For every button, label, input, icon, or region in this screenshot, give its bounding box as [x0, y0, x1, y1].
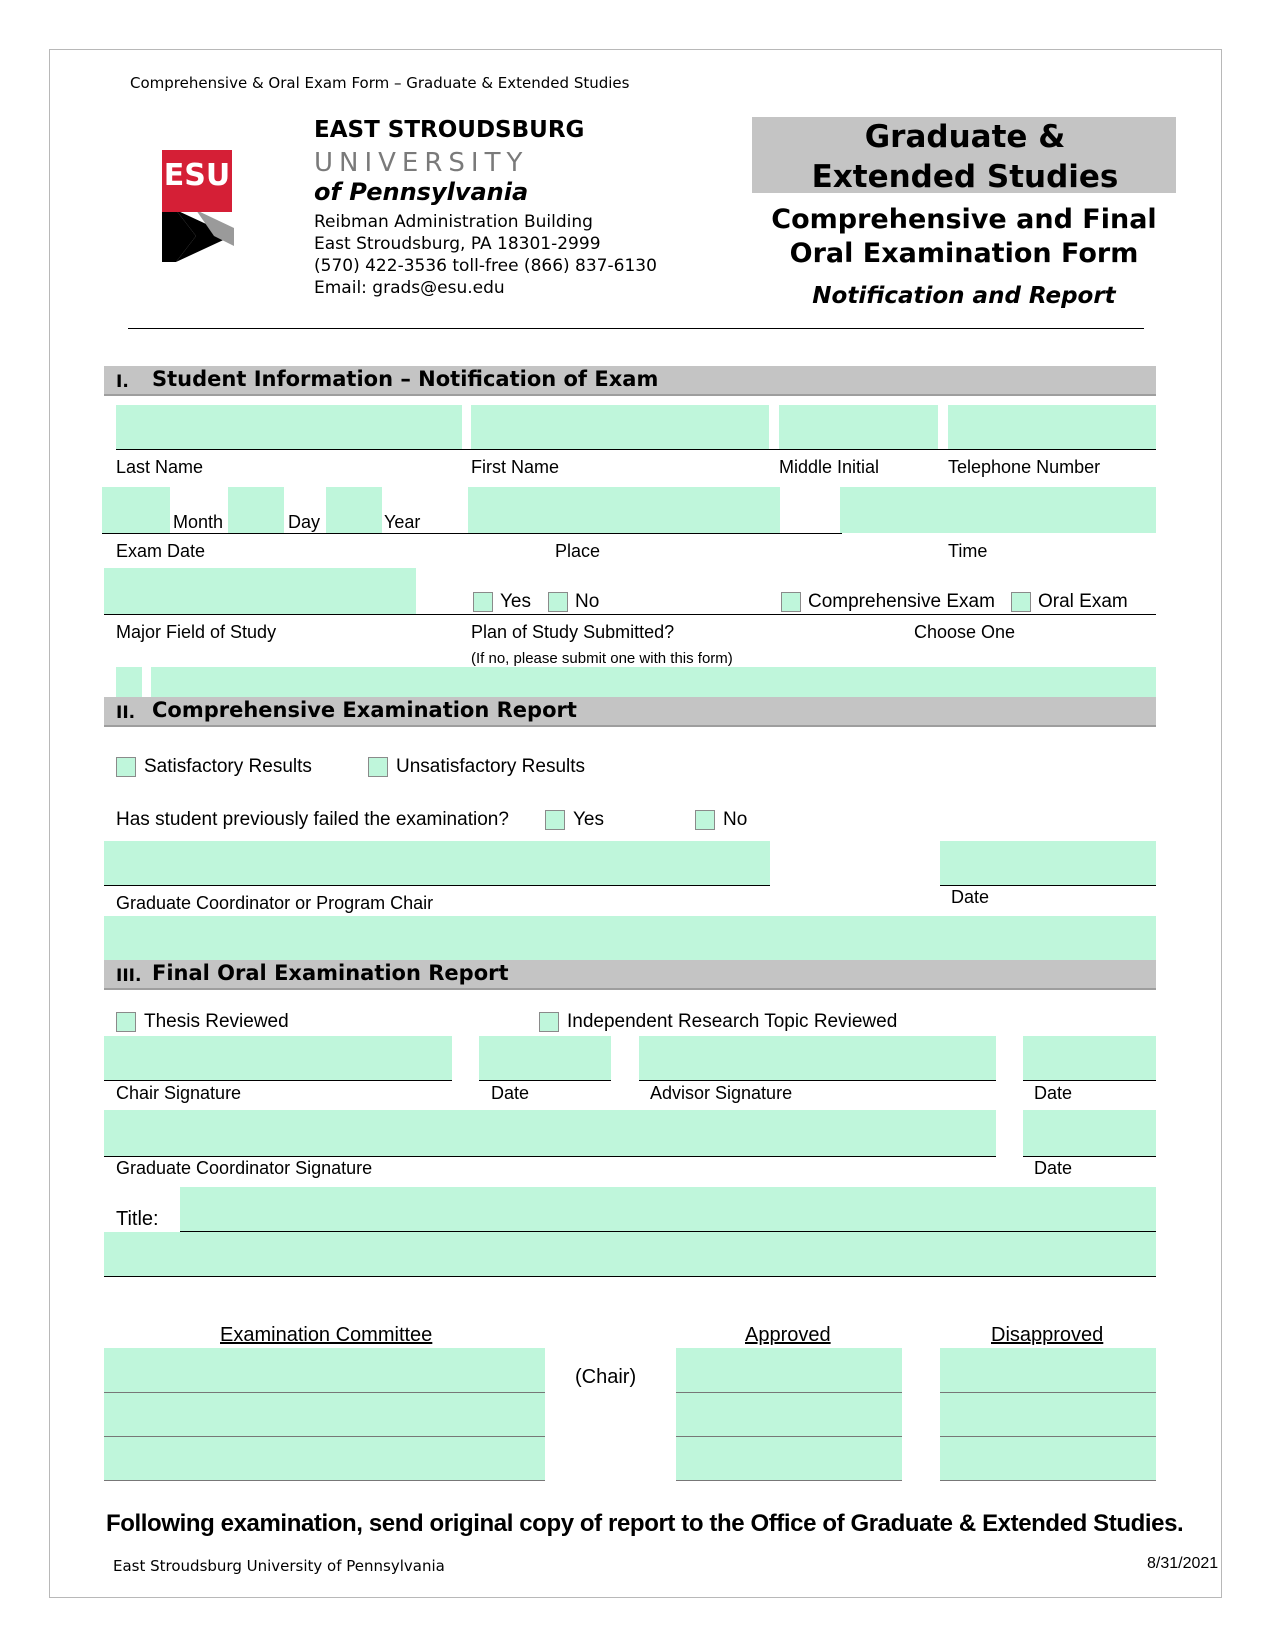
first-name-label: First Name [471, 457, 560, 477]
major-label: Major Field of Study [116, 622, 277, 642]
last-name-label: Last Name [116, 457, 204, 477]
approved-1[interactable] [676, 1348, 902, 1392]
middle-initial-field[interactable] [779, 405, 938, 449]
chair-date-line [479, 1080, 611, 1081]
exam-month-field[interactable] [102, 487, 170, 533]
oral-exam-label: Oral Exam [1038, 591, 1128, 612]
footer-instruction: Following examination, send original copy of report to the Office of Graduate & Extended Studies. [106, 1510, 1184, 1537]
logo-chevron-icon [162, 206, 252, 268]
unsatisfactory-label: Unsatisfactory Results [396, 756, 586, 777]
exam-day-field[interactable] [228, 487, 284, 533]
section-2-title: Comprehensive Examination Report [152, 698, 577, 722]
satisfactory-label: Satisfactory Results [144, 756, 312, 777]
chair-date-field[interactable] [479, 1036, 611, 1080]
comprehensive-exam-label: Comprehensive Exam [808, 591, 995, 612]
coordinator-label: Graduate Coordinator or Program Chair [116, 893, 434, 913]
chair-signature-label: Chair Signature [116, 1083, 242, 1103]
form-title-line2: Oral Examination Form [789, 238, 1139, 269]
section-2-bar [104, 697, 1156, 727]
committee-member-1[interactable] [104, 1348, 545, 1392]
title-line2 [104, 1276, 1156, 1277]
university-line1: EAST STROUDSBURG [314, 117, 585, 143]
header-rule [128, 328, 1144, 329]
title-field-line1[interactable] [180, 1187, 1156, 1231]
month-label: Month [173, 512, 224, 532]
major-row-line [104, 614, 1156, 615]
oral-exam-checkbox[interactable] [1011, 592, 1031, 612]
phone-line: (570) 422-3536 toll-free (866) 837-6130 [314, 256, 657, 276]
approved-3[interactable] [676, 1436, 902, 1480]
chair-date-label: Date [491, 1083, 530, 1103]
research-reviewed-checkbox[interactable] [539, 1012, 559, 1032]
coordinator-date-field[interactable] [940, 841, 1156, 885]
comprehensive-exam-checkbox[interactable] [781, 592, 801, 612]
advisor-date-label: Date [1034, 1083, 1073, 1103]
disapproved-header: Disapproved [991, 1324, 1104, 1346]
time-label: Time [948, 541, 988, 561]
failed-yes-checkbox[interactable] [545, 810, 565, 830]
plan-no-label: No [575, 591, 600, 612]
approved-line-1 [676, 1392, 902, 1393]
chair-note: (Chair) [575, 1366, 637, 1388]
plan-yes-label: Yes [500, 591, 531, 612]
approved-line-3 [676, 1480, 902, 1481]
committee-member-2[interactable] [104, 1392, 545, 1436]
section-3-title: Final Oral Examination Report [152, 961, 509, 985]
place-field[interactable] [468, 487, 780, 533]
advisor-date-line [1023, 1080, 1156, 1081]
thesis-reviewed-checkbox[interactable] [116, 1012, 136, 1032]
esu-logo [162, 150, 252, 268]
coordinator-date-label: Date [951, 887, 990, 907]
grad-coordinator-signature-field[interactable] [104, 1110, 996, 1156]
plan-yes-checkbox[interactable] [473, 592, 493, 612]
advisor-signature-label: Advisor Signature [650, 1083, 793, 1103]
failed-no-label: No [723, 809, 748, 830]
university-line3: of Pennsylvania [314, 178, 529, 206]
research-reviewed-label: Independent Research Topic Reviewed [567, 1011, 898, 1032]
section-1-number: I. [116, 372, 129, 392]
footer-date: 8/31/2021 [1147, 1555, 1219, 1572]
email-line: Email: grads@esu.edu [314, 278, 505, 298]
committee-line-3 [104, 1480, 545, 1481]
committee-line-1 [104, 1392, 545, 1393]
coordinator-signature-field[interactable] [104, 841, 770, 885]
disapproved-line-1 [940, 1392, 1156, 1393]
telephone-label: Telephone Number [948, 457, 1101, 477]
place-label: Place [555, 541, 601, 561]
committee-member-3[interactable] [104, 1436, 545, 1480]
telephone-field[interactable] [948, 405, 1156, 449]
grad-coordinator-line [104, 1156, 996, 1157]
exam-year-field[interactable] [326, 487, 382, 533]
disapproved-1[interactable] [940, 1348, 1156, 1392]
logo-text: ESU [163, 158, 231, 193]
coordinator-date-line [940, 885, 1156, 886]
grad-coordinator-label: Graduate Coordinator Signature [116, 1158, 373, 1178]
failed-question: Has student previously failed the examination? [116, 809, 509, 830]
committee-header: Examination Committee [220, 1324, 433, 1346]
last-name-field[interactable] [116, 405, 462, 449]
committee-line-2 [104, 1436, 545, 1437]
major-field[interactable] [104, 568, 416, 614]
grad-coordinator-date-label: Date [1034, 1158, 1073, 1178]
satisfactory-checkbox[interactable] [116, 757, 136, 777]
name-row-line [116, 449, 1156, 450]
middle-initial-label: Middle Initial [779, 457, 880, 477]
time-field[interactable] [840, 487, 1156, 533]
approved-2[interactable] [676, 1392, 902, 1436]
disapproved-2[interactable] [940, 1392, 1156, 1436]
spacer-field-small [116, 667, 142, 697]
section-1-title: Student Information – Notification of Exam [152, 367, 659, 391]
approved-line-2 [676, 1436, 902, 1437]
address-line1: Reibman Administration Building [314, 212, 593, 232]
spacer-field-wide [151, 667, 1156, 697]
chair-signature-line [104, 1080, 452, 1081]
coordinator-line [104, 885, 770, 886]
plan-no-checkbox[interactable] [548, 592, 568, 612]
date-row-line [102, 533, 842, 534]
failed-no-checkbox[interactable] [695, 810, 715, 830]
form-subtitle: Notification and Report [812, 283, 1116, 309]
year-label: Year [384, 512, 421, 532]
thesis-reviewed-label: Thesis Reviewed [144, 1011, 289, 1032]
university-line2: UNIVERSITY [314, 148, 529, 178]
choose-one-label: Choose One [914, 622, 1016, 642]
plan-note-label: (If no, please submit one with this form) [471, 650, 733, 667]
advisor-signature-field[interactable] [639, 1036, 996, 1080]
unsatisfactory-checkbox[interactable] [368, 757, 388, 777]
grad-coordinator-date-field[interactable] [1023, 1110, 1156, 1156]
office-title: Graduate & Extended Studies [811, 119, 1119, 195]
failed-yes-label: Yes [573, 809, 604, 830]
section-2-spacer-field [104, 916, 1156, 960]
disapproved-line-3 [940, 1480, 1156, 1481]
title-label: Title: [116, 1208, 159, 1230]
chair-signature-field[interactable] [104, 1036, 452, 1080]
advisor-date-field[interactable] [1023, 1036, 1156, 1080]
footer-university: East Stroudsburg University of Pennsylvania [113, 1557, 445, 1575]
day-label: Day [288, 512, 321, 532]
top-line: Comprehensive & Oral Exam Form – Graduate & Extended Studies [130, 74, 630, 92]
advisor-signature-line [639, 1080, 996, 1081]
section-1-bar [104, 366, 1156, 396]
exam-date-label: Exam Date [116, 541, 206, 561]
disapproved-line-2 [940, 1436, 1156, 1437]
plan-submitted-label: Plan of Study Submitted? [471, 622, 675, 642]
form-title-line1: Comprehensive and Final [771, 204, 1157, 235]
section-3-bar [104, 960, 1156, 990]
title-field-line2[interactable] [104, 1232, 1156, 1276]
section-2-number: II. [116, 703, 136, 723]
section-3-number: III. [116, 966, 142, 986]
grad-coordinator-date-line [1023, 1156, 1156, 1157]
disapproved-3[interactable] [940, 1436, 1156, 1480]
approved-header: Approved [745, 1324, 831, 1346]
first-name-field[interactable] [471, 405, 769, 449]
address-line2: East Stroudsburg, PA 18301-2999 [314, 234, 601, 254]
